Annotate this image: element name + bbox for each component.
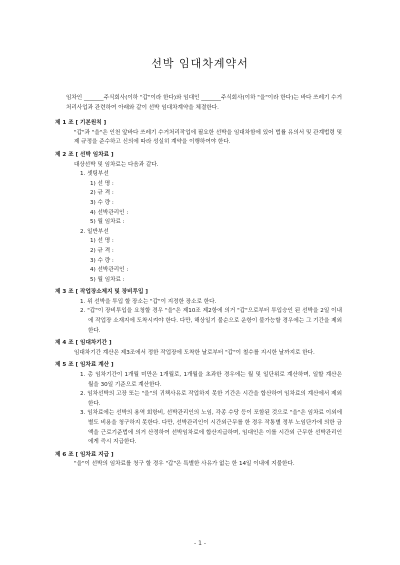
article-2-intro: 대상선박 및 임차료는 다음과 같다. xyxy=(74,161,159,168)
article-5-item: 2. 임차선박의 고장 또는 "을"의 귀책사유로 작업하지 못한 기간은 시간을 합산하여 임차료의 계산에서 제외한다. xyxy=(80,391,342,407)
article-6-heading: 제 6 조 [ 임차료 지급 ] xyxy=(55,451,114,458)
ship-1-title: 1. 셋팅부선 xyxy=(80,171,109,178)
ship-2-title: 2. 일반부선 xyxy=(80,228,109,235)
article-6-text: "을"이 선박의 임차료를 청구 할 경우 "갑"은 특별한 사유가 없는 한 14일 이내에 지불한다. xyxy=(74,461,295,468)
article-3-item: 2. "갑"이 장비투입을 요청할 경우 "을"은 제10조 제2항에 의거 "갑"으로부터 투입승인 된 선박을 2일 이내에 작업장 소재지에 도착시켜야 한다. 다만, 해상일기 불순으로 운항이 불가능할 경우에는 그 기간을 제외한다. xyxy=(80,308,342,334)
article-3-item: 1. 위 선박을 투입 할 장소는 "갑"이 지정한 장소로 한다. xyxy=(80,298,217,305)
intro-paragraph: 임차인 _______주식회사(이하 "갑"이라 한다)와 임대인 _______주식회사(이하 "을"이라 한다)는 바다 쓰레기 수거처리사업과 관련하여 아래와 같이 선박 임대차계약을 체결한다. xyxy=(66,95,342,111)
article-2-heading: 제 2 조 [ 선박 임차료 ] xyxy=(55,151,114,158)
article-5-heading: 제 5 조 [ 임차료 계산 ] xyxy=(55,362,114,369)
ship-1-item: 5) 월 임차료 : xyxy=(90,219,125,226)
ship-1-item: 1) 선 명 : xyxy=(90,180,114,187)
page-number: - 1 - xyxy=(194,540,206,547)
article-4-heading: 제 4 조 [ 임대차기간 ] xyxy=(55,340,112,347)
ship-2-item: 1) 선 명 : xyxy=(90,238,114,245)
document-title: 선박 임대차계약서 xyxy=(151,57,249,70)
article-1-heading: 제 1 조 [ 기본원칙 ] xyxy=(55,120,107,127)
ship-1-item: 2) 규 격 : xyxy=(90,190,114,197)
ship-1-item: 4) 선박관리인 : xyxy=(90,209,129,216)
article-4-text: 임대차기간 계산은 제3조에서 정한 작업장에 도착한 날로부터 "갑"이 철수를 지시한 날까지로 한다. xyxy=(74,349,315,356)
ship-1-item: 3) 수 량 : xyxy=(90,199,114,206)
document-body xyxy=(55,94,342,470)
ship-2-item: 2) 규 격 : xyxy=(90,247,114,254)
article-5-item: 1. 총 임차기간이 1개월 미만은 1개월로, 1개월을 초과한 경우에는 월 및 일단위로 계산하며, 일할 계산은 월을 30일 기준으로 계산한다. xyxy=(80,372,342,388)
ship-2-item: 4) 선박관리인 : xyxy=(90,267,129,274)
ship-2-item: 3) 수 량 : xyxy=(90,257,114,264)
ship-2-item: 5) 월 임차료 : xyxy=(90,276,125,283)
article-5-item: 3. 임차료에는 선박의 용역 회항비, 선박관리인의 노임, 각종 수당 등이 포함된 것으로 "을"은 임차료 이외에 별도 비용을 청구하지 못한다. 다만, 선박관리인이 시간외근무를 한 경우 작통별 정부 노임단가에 의한 금액을 근로기준법에 의거 산정하여 선박임차료에 합산지급하며, 임대인은 이를 시간외 근무한 선박관리인에게 즉시 지급한다. xyxy=(80,410,342,446)
article-1-text: "갑"과 "을"은 인천 앞바다 쓰레기 수거처리작업에 필요한 선박을 임대차함에 있어 법률 유의서 및 관계법령 및 제 규정을 준수하고 신의에 따라 성실히 계약을 이행하여야 한다. xyxy=(74,129,342,146)
article-3-heading: 제 3 조 [ 작업장소제지 및 장비투입 ] xyxy=(55,289,148,296)
